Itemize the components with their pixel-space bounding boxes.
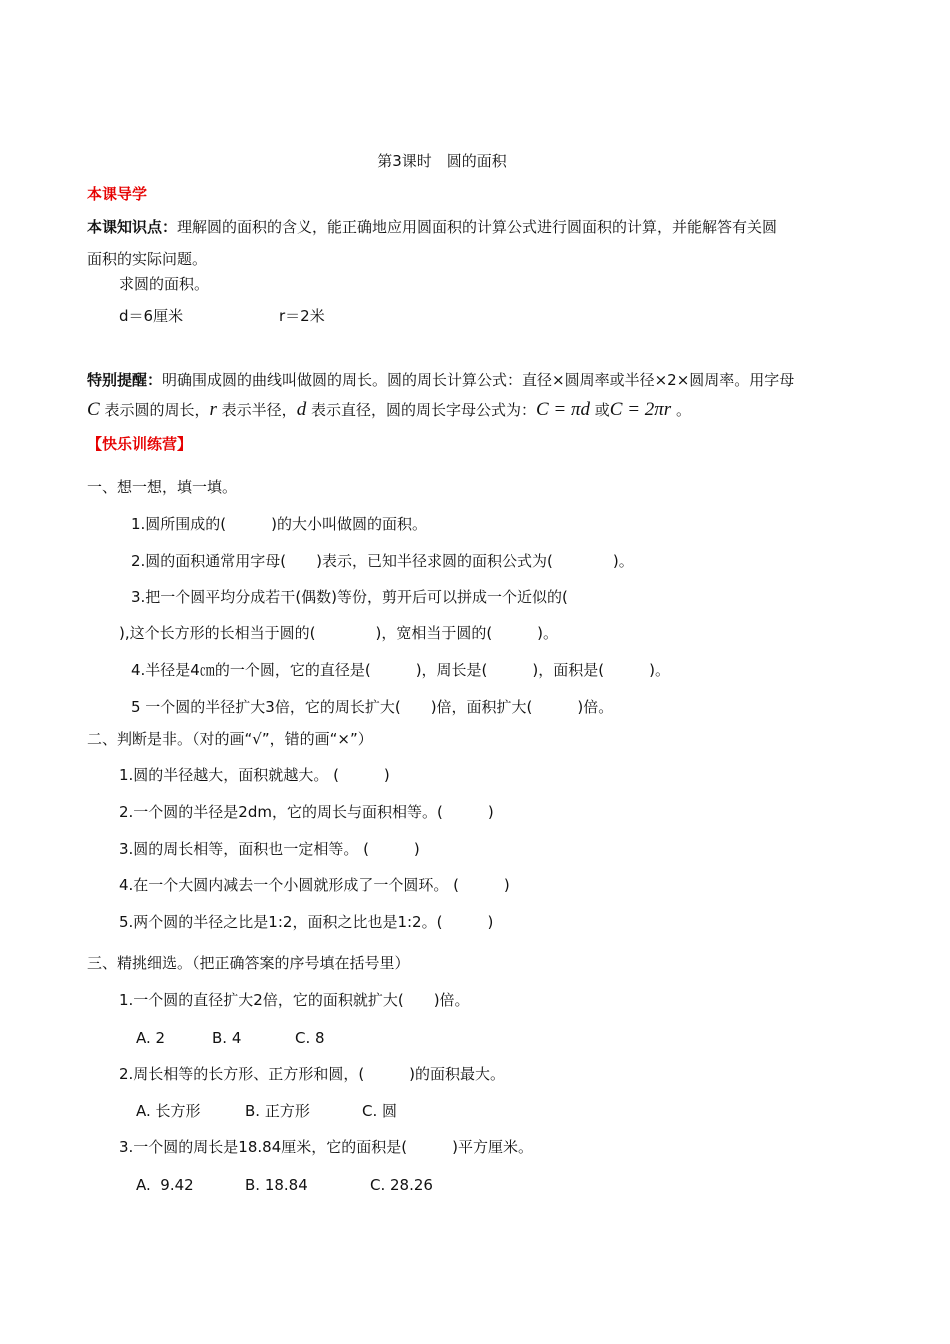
exercise-item-radius: r＝2米 (279, 307, 325, 325)
section2-item: 5.两个圆的半径之比是1:2，面积之比也是1:2。( ) (119, 913, 494, 931)
q3-option-c: C. 28.26 (370, 1176, 433, 1194)
section1-item: 1.圆所围成的( )的大小叫做圆的面积。 (131, 515, 428, 533)
section1-item: ),这个长方形的长相当于圆的( )，宽相当于圆的( )。 (119, 624, 559, 642)
formula-radius: C = 2πr (609, 399, 672, 420)
section1-item: 2.圆的面积通常用字母( )表示，已知半径求圆的面积公式为( )。 (131, 552, 634, 570)
section1-item: 3.把一个圆平均分成若干(偶数)等份，剪开后可以拼成一个近似的( (131, 588, 568, 606)
section3-question-3: 3.一个圆的周长是18.84厘米，它的面积是( )平方厘米。 (119, 1138, 533, 1156)
reminder-text-c: 表示直径，圆的周长字母公式为： (310, 401, 536, 419)
reminder-text-or: 或 (594, 401, 610, 419)
camp-heading: 【快乐训练营】 (87, 435, 193, 453)
symbol-d: d (296, 399, 307, 420)
q1-option-c: C. 8 (295, 1029, 325, 1047)
section1-item: 5 一个圆的半径扩大3倍，它的周长扩大( )倍，面积扩大( )倍。 (131, 698, 614, 716)
section3-question-1: 1.一个圆的直径扩大2倍，它的面积就扩大( )倍。 (119, 991, 470, 1009)
symbol-c: C (87, 399, 100, 420)
q2-option-b: B. 正方形 (245, 1102, 310, 1120)
q2-option-a: A. 长方形 (136, 1102, 201, 1120)
section2-heading: 二、判断是非。（对的画“√”，错的画“×”） (87, 730, 373, 748)
q1-option-b: B. 4 (212, 1029, 242, 1047)
section3-question-2: 2.周长相等的长方形、正方形和圆，( )的面积最大。 (119, 1065, 506, 1083)
guide-heading: 本课导学 (87, 185, 148, 203)
knowledge-line-1 (87, 217, 777, 237)
exercise-item-diameter: d＝6厘米 (119, 307, 184, 325)
section2-item: 4.在一个大圆内减去一个小圆就形成了一个圆环。 ( ) (119, 876, 510, 894)
formula-diameter: C = πd (535, 399, 590, 420)
exercise-prompt: 求圆的面积。 (119, 275, 210, 293)
symbol-r: r (209, 399, 217, 420)
page-title: 第3课时 圆的面积 (377, 152, 507, 170)
reminder-text-end: 。 (676, 401, 692, 419)
q1-option-a: A. 2 (136, 1029, 166, 1047)
reminder-text-b: 表示半径， (221, 401, 297, 419)
knowledge-label: 本课知识点： (87, 218, 178, 236)
section1-item: 4.半径是4㎝的一个圆，它的直径是( )，周长是( )，面积是( )。 (131, 661, 670, 679)
q2-option-c: C. 圆 (362, 1102, 398, 1120)
reminder-label: 特别提醒： (87, 371, 163, 389)
reminder-text-1: 明确围成圆的曲线叫做圆的周长。圆的周长计算公式：直径×圆周率或半径×2×圆周率。用字母 (162, 371, 795, 389)
knowledge-line-2: 面积的实际问题。 (87, 250, 208, 268)
section1-heading: 一、想一想，填一填。 (87, 478, 238, 496)
q3-option-a: A. 9.42 (136, 1176, 194, 1194)
section3-heading: 三、精挑细选。（把正确答案的序号填在括号里） (87, 954, 410, 972)
section2-item: 3.圆的周长相等，面积也一定相等。 ( ) (119, 840, 420, 858)
reminder-text-a: 表示圆的周长， (104, 401, 210, 419)
knowledge-text-1: 理解圆的面积的含义，能正确地应用圆面积的计算公式进行圆面积的计算，并能解答有关圆 (177, 218, 778, 236)
reminder-line-2 (87, 400, 691, 420)
q3-option-b: B. 18.84 (245, 1176, 308, 1194)
reminder-line-1 (87, 370, 794, 390)
section2-item: 2.一个圆的半径是2dm，它的周长与面积相等。( ) (119, 803, 494, 821)
section2-item: 1.圆的半径越大，面积就越大。 ( ) (119, 766, 390, 784)
